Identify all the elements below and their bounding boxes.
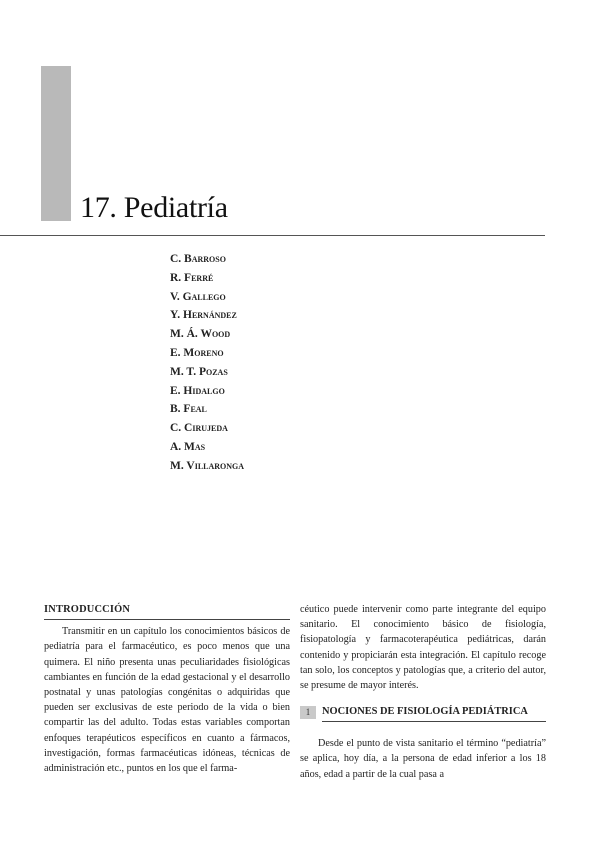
section-number: 1 bbox=[300, 706, 316, 719]
title-rule bbox=[0, 235, 545, 236]
author-name: V. Gallego bbox=[170, 290, 226, 303]
author-name: C. Barroso bbox=[170, 253, 226, 265]
author-name: E. Moreno bbox=[170, 346, 224, 359]
author-name: M. Villaronga bbox=[170, 459, 245, 472]
author-name: C. Cirujeda bbox=[170, 422, 228, 435]
chapter-side-bar bbox=[41, 66, 71, 221]
right-column bbox=[300, 602, 546, 782]
author-name: B. Feal bbox=[170, 403, 207, 416]
section-paragraph: Desde el punto de vista sanitario el término “pediatría” se aplica, hoy día, a la persona de edad inferior a los 18 años, edad a partir de la cual pasa a bbox=[300, 738, 546, 780]
author-name: M. Á. Wood bbox=[170, 328, 231, 341]
intro-paragraph: Transmitir en un capítulo los conocimientos básicos de pediatría para el farmacéutico, es poco menos que una quimera. El niño presenta unas peculiaridades fisiológicas cambiantes en función de la edad gestacional y el desarrollo postnatal y unas patologías congénitas o adquiridas que pueden ser exclusivas de este periodo de la vida o bien compartir las del adulto. Todas estas variables comportan enfoques terapéuticos específicos en cuanto a fármacos, investigación, formas farmacéuticas idóneas, técnicas de administración etc., puntos en los que el farma- bbox=[44, 626, 290, 775]
chapter-title: 17. Pediatría bbox=[80, 191, 228, 224]
author-name: R. Ferré bbox=[170, 271, 214, 284]
author-name: E. Hidalgo bbox=[170, 384, 225, 397]
author-name: A. Mas bbox=[170, 440, 206, 453]
author-name: M. T. Pozas bbox=[170, 365, 228, 378]
left-column bbox=[44, 602, 290, 776]
author-list bbox=[170, 250, 244, 476]
section-heading: NOCIONES DE FISIOLOGÍA PEDIÁTRICA bbox=[322, 705, 546, 722]
author-name: Y. Hernández bbox=[170, 309, 237, 322]
section-heading-block bbox=[300, 705, 546, 722]
intro-paragraph-continuation: céutico puede intervenir como parte integrante del equipo sanitario. El conocimiento básico de fisiología, fisiopatología y farmacoterapéutica pediátricas, darán contenido y propiciarán esta integración. El capítulo recoge tan solo, los conceptos y patologías que, a criterio del autor, se presume de mayor interés. bbox=[300, 604, 546, 692]
intro-heading: INTRODUCCIÓN bbox=[44, 602, 290, 620]
